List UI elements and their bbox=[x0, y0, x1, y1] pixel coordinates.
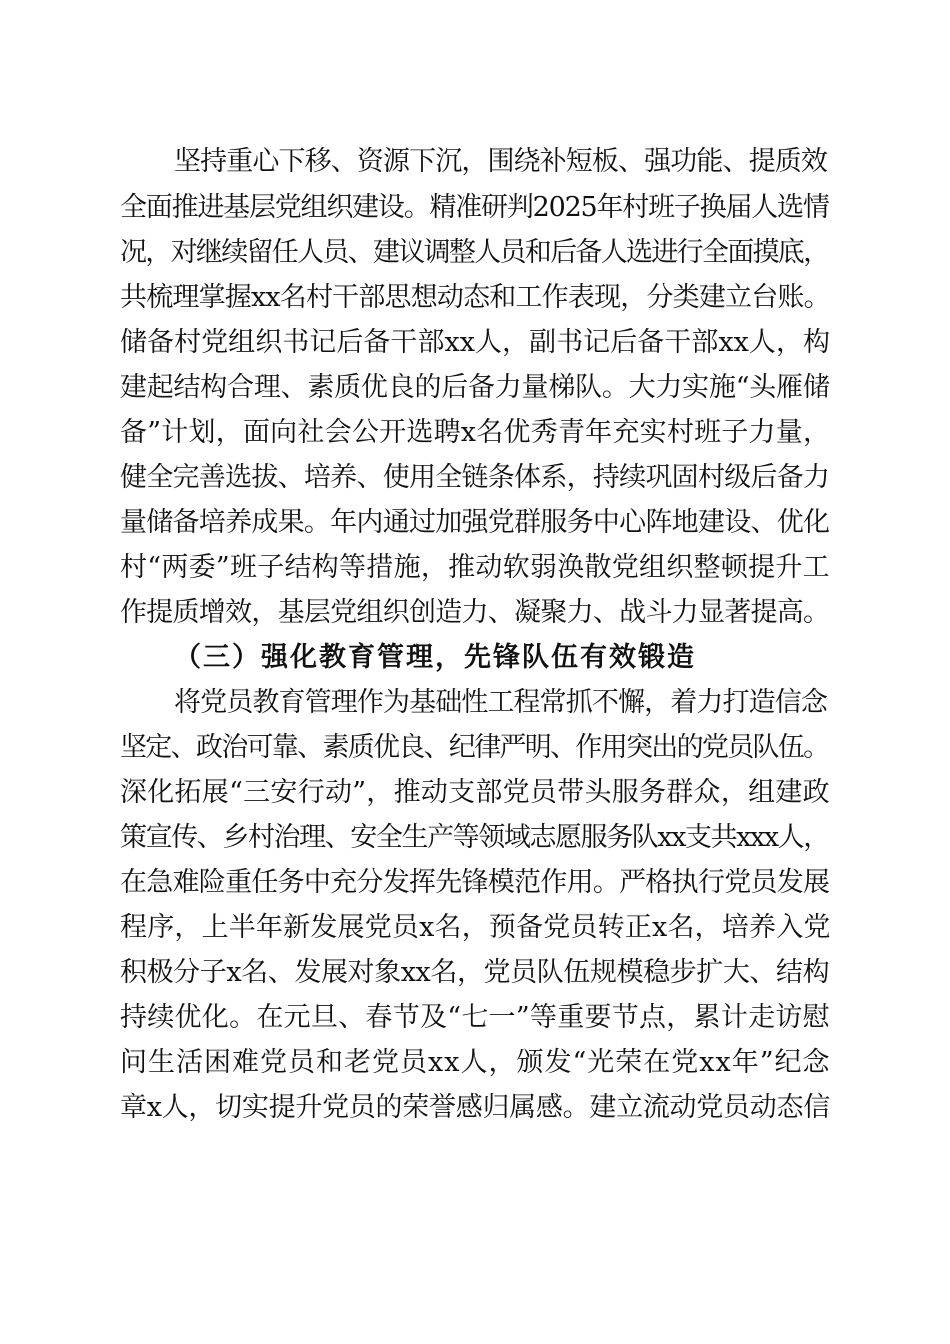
paragraph-2-line-1: 将党员教育管理作为基础性工程常抓不懈，着力打造信念 bbox=[174, 687, 827, 718]
paragraph-2-line-2: 坚定、政治可靠、素质优良、纪律严明、作用突出的党员队伍。 bbox=[120, 732, 829, 763]
paragraph-1-line-10: 村“两委”班子结构等措施，推动软弱涣散党组织整顿提升工 bbox=[120, 552, 830, 583]
paragraph-2-line-4: 策宣传、乡村治理、安全生产等领域志愿服务队xx支共xxx人， bbox=[120, 822, 829, 853]
paragraph-1-line-3: 况，对继续留任人员、建议调整人员和后备人选进行全面摸底， bbox=[120, 237, 829, 268]
paragraph-1-line-11: 作提质增效，基层党组织创造力、凝聚力、战斗力显著提高。 bbox=[120, 597, 830, 628]
paragraph-1-line-4: 共梳理掌握xx名村干部思想动态和工作表现，分类建立台账。 bbox=[120, 282, 830, 313]
section-heading: （三）强化教育管理，先锋队伍有效锻造 bbox=[174, 642, 696, 673]
paragraph-1-line-9: 量储备培养成果。年内通过加强党群服务中心阵地建设、优化 bbox=[120, 507, 830, 538]
paragraph-2-line-9: 问生活困难党员和老党员xx人，颁发“光荣在党xx年”纪念 bbox=[120, 1047, 831, 1078]
paragraph-2-line-7: 积极分子x名、发展对象xx名，党员队伍规模稳步扩大、结构 bbox=[120, 957, 830, 988]
paragraph-2-line-3: 深化拓展“三安行动”，推动支部党员带头服务群众，组建政 bbox=[120, 777, 830, 808]
paragraph-1-line-5: 储备村党组织书记后备干部xx人，副书记后备干部xx人，构 bbox=[120, 327, 831, 358]
paragraph-1-line-8: 健全完善选拔、培养、使用全链条体系，持续巩固村级后备力 bbox=[120, 462, 830, 493]
paragraph-2-line-8: 持续优化。在元旦、春节及“七一”等重要节点，累计走访慰 bbox=[120, 1002, 830, 1033]
paragraph-1-line-7: 备”计划，面向社会公开选聘x名优秀青年充实村班子力量， bbox=[120, 417, 831, 448]
paragraph-2-line-10: 章x人，切实提升党员的荣誉感归属感。建立流动党员动态信 bbox=[120, 1092, 830, 1123]
paragraph-1-line-6: 建起结构合理、素质优良的后备力量梯队。大力实施“头雁储 bbox=[120, 372, 830, 403]
paragraph-1-line-2: 全面推进基层党组织建设。精准研判2025年村班子换届人选情 bbox=[120, 192, 829, 223]
paragraph-1-line-1: 坚持重心下移、资源下沉，围绕补短板、强功能、提质效 bbox=[174, 146, 827, 177]
paragraph-2-line-6: 程序，上半年新发展党员x名，预备党员转正x名，培养入党 bbox=[120, 912, 831, 943]
paragraph-2-line-5: 在急难险重任务中充分发挥先锋模范作用。严格执行党员发展 bbox=[120, 867, 830, 898]
